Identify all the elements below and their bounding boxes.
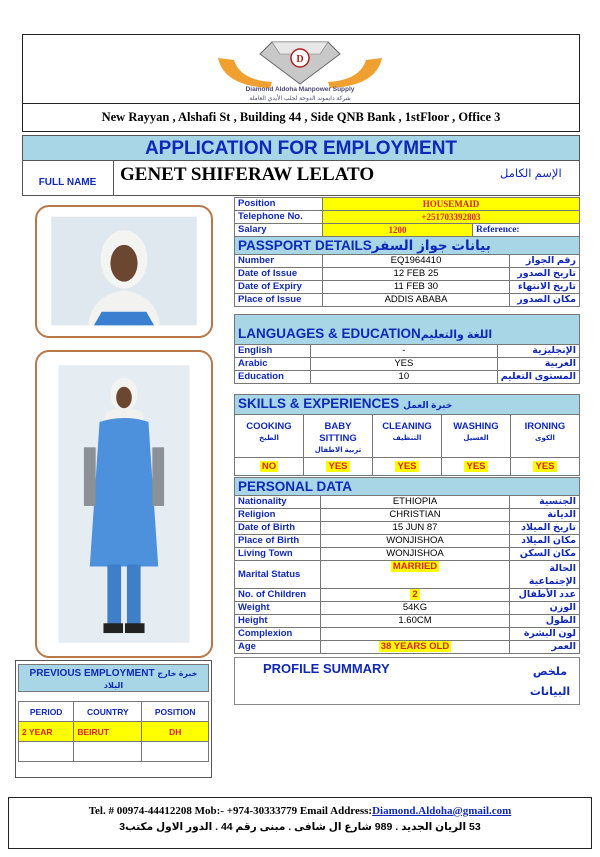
passport-title-ar: بيانات جواز السفر (371, 237, 491, 253)
table-row (235, 281, 580, 294)
table-row (235, 345, 580, 358)
table-row (235, 371, 580, 384)
skill-ironing-value: YES (535, 460, 555, 472)
languages-title-ar: اللغة والتعليم (420, 329, 493, 341)
passport-number-value: EQ1964410 (323, 255, 510, 268)
salary-value: 1200 (323, 224, 473, 237)
full-name-label: FULL NAME (22, 161, 114, 196)
nationality-label: Nationality (235, 496, 321, 509)
complexion-label: Complexion (235, 628, 321, 641)
footer-contact: Tel. # 00974-44412208 Mob:- +974-30333779 Email Address: (88, 805, 373, 817)
height-value: 1.60CM (321, 615, 510, 628)
table-row (235, 294, 580, 307)
svg-text:D: D (296, 54, 304, 65)
expiry-date-value: 11 FEB 30 (323, 281, 510, 294)
portrait-photo (37, 207, 211, 336)
full-name-value: GENET SHIFERAW LELATO (120, 164, 375, 185)
complexion-ar: لون البشرة (510, 628, 580, 641)
complexion-value (321, 628, 510, 641)
skill-cooking-label: COOKING (246, 421, 292, 432)
weight-ar: الوزن (510, 602, 580, 615)
languages-title: LANGUAGES & EDUCATION (238, 326, 421, 341)
pob-ar: مكان الميلاد (510, 535, 580, 548)
pob-value: WONJISHOA (321, 535, 510, 548)
passport-title: PASSPORT DETAILS (238, 237, 372, 253)
footer-arabic-address: 53 الريان الجديد . 989 شارع ال شافى . مبنى رقم 44 . الدور الاول مكتب3 (119, 821, 481, 833)
arabic-ar: العربية (497, 358, 579, 371)
position-value-prev: DH (142, 722, 209, 742)
salary-label: Salary (235, 224, 323, 237)
position-header: POSITION (142, 702, 209, 722)
skill-ironing-ar: الكوى (535, 435, 555, 442)
previous-employment-table (18, 701, 209, 762)
skill-ironing-label: IRONING (524, 421, 566, 432)
dob-label: Date of Birth (235, 522, 321, 535)
place-issue-ar: مكان الصدور (510, 294, 580, 307)
skill-babysitting-ar: تربية الاطفال (314, 447, 362, 454)
nationality-ar: الجنسية (510, 496, 580, 509)
table-row (235, 589, 580, 602)
country-value: BEIRUT (74, 722, 142, 742)
profile-summary-title: PROFILE SUMMARY (263, 661, 390, 676)
height-ar: الطول (510, 615, 580, 628)
country-header: COUNTRY (74, 702, 142, 722)
age-ar: العمر (510, 641, 580, 654)
weight-label: Weight (235, 602, 321, 615)
skills-title-ar: خبرة العمل (403, 400, 453, 410)
table-row (235, 561, 580, 589)
marital-ar: الحالة الإجتماعية (510, 561, 580, 589)
period-header: PERIOD (19, 702, 74, 722)
table-row (235, 628, 580, 641)
english-ar: الإنجليزية (497, 345, 579, 358)
education-value: 10 (311, 371, 498, 384)
age-label: Age (235, 641, 321, 654)
personal-table (234, 477, 580, 654)
skill-cooking-ar: الطبخ (259, 435, 279, 442)
skill-cooking-value: NO (261, 460, 277, 472)
living-town-label: Living Town (235, 548, 321, 561)
weight-value: 54KG (321, 602, 510, 615)
issue-date-value: 12 FEB 25 (323, 268, 510, 281)
table-row (235, 615, 580, 628)
skill-cleaning-value: YES (397, 460, 417, 472)
marital-label: Marital Status (235, 561, 321, 589)
profile-summary-title-ar: ملخص البيانات (529, 666, 571, 698)
religion-label: Religion (235, 509, 321, 522)
period-value: 2 YEAR (19, 722, 74, 742)
table-row (235, 496, 580, 509)
arabic-value: YES (311, 358, 498, 371)
skill-washing-value: YES (466, 460, 486, 472)
logo-arabic: شركة دايموند الدوحة لجلب الأيدي العاملة (249, 96, 351, 102)
previous-employment-title-ar: خبرة خارج البلاد (103, 669, 198, 690)
religion-ar: الديانة (510, 509, 580, 522)
full-body-photo (37, 352, 211, 656)
footer-email-link[interactable]: Diamond.Aldoha@gmail.com (372, 805, 512, 817)
reference-label: Reference: (473, 224, 580, 237)
issue-date-ar: تاريخ الصدور (510, 268, 580, 281)
table-row (235, 255, 580, 268)
telephone-label: Telephone No. (235, 211, 323, 224)
skill-cleaning-ar: التنظيف (392, 435, 422, 442)
previous-employment-header (18, 664, 209, 692)
pob-label: Place of Birth (235, 535, 321, 548)
table-row (235, 548, 580, 561)
logo-text: Diamond Aldoha Manpower Supply (245, 86, 355, 93)
skills-title: SKILLS & EXPERIENCES (238, 396, 400, 411)
telephone-value: +251703392803 (323, 211, 580, 224)
table-row (235, 509, 580, 522)
marital-value: MARRIED (392, 561, 438, 572)
arabic-label: Arabic (235, 358, 311, 371)
children-label: No. of Children (235, 589, 321, 602)
passport-number-label: Number (235, 255, 323, 268)
table-row (235, 641, 580, 654)
full-body-photo-frame (35, 350, 213, 658)
skill-washing-ar: الغسيل (463, 435, 489, 442)
dob-ar: تاريخ الميلاد (510, 522, 580, 535)
education-ar: المستوى التعليم (497, 371, 579, 384)
page-title: APPLICATION FOR EMPLOYMENT (22, 135, 580, 161)
passport-section-header (235, 237, 580, 255)
top-info-table (234, 197, 580, 237)
full-name-label-ar: الإسم الكامل (500, 168, 562, 180)
passport-table (234, 236, 580, 307)
living-town-ar: مكان السكن (510, 548, 580, 561)
skill-babysitting-value: YES (328, 460, 348, 472)
portrait-photo-frame (35, 205, 213, 338)
languages-section-header (235, 315, 580, 345)
previous-employment-title: PREVIOUS EMPLOYMENT (29, 668, 155, 679)
personal-title: PERSONAL DATA (235, 478, 580, 496)
education-label: Education (235, 371, 311, 384)
children-ar: عدد الأطفال (510, 589, 580, 602)
english-value: - (311, 345, 498, 358)
age-value: 38 YEARS OLD (380, 641, 450, 652)
languages-table (234, 314, 580, 384)
table-row (235, 535, 580, 548)
english-label: English (235, 345, 311, 358)
table-row (235, 358, 580, 371)
position-value: HOUSEMAID (323, 198, 580, 211)
dob-value: 15 JUN 87 (321, 522, 510, 535)
skill-washing-label: WASHING (453, 421, 499, 432)
skills-table (234, 394, 580, 476)
skill-cleaning-label: CLEANING (382, 421, 432, 432)
place-issue-value: ADDIS ABABA (323, 294, 510, 307)
living-town-value: WONJISHOA (321, 548, 510, 561)
passport-number-ar: رقم الجواز (510, 255, 580, 268)
company-address: New Rayyan , Alshafi St , Building 44 , Side QNB Bank , 1stFloor , Office 3 (22, 103, 580, 132)
issue-date-label: Date of Issue (235, 268, 323, 281)
footer-box (8, 797, 592, 849)
expiry-date-ar: تاريخ الانتهاء (510, 281, 580, 294)
table-row (235, 602, 580, 615)
profile-summary-box (234, 657, 580, 705)
table-row (235, 522, 580, 535)
religion-value: CHRISTIAN (321, 509, 510, 522)
position-label: Position (235, 198, 323, 211)
children-value: 2 (412, 589, 418, 600)
nationality-value: ETHIOPIA (321, 496, 510, 509)
place-issue-label: Place of Issue (235, 294, 323, 307)
expiry-date-label: Date of Expiry (235, 281, 323, 294)
table-row (235, 268, 580, 281)
skill-babysitting-label: BABY SITTING (319, 421, 357, 444)
height-label: Height (235, 615, 321, 628)
skills-section-header (235, 395, 580, 415)
